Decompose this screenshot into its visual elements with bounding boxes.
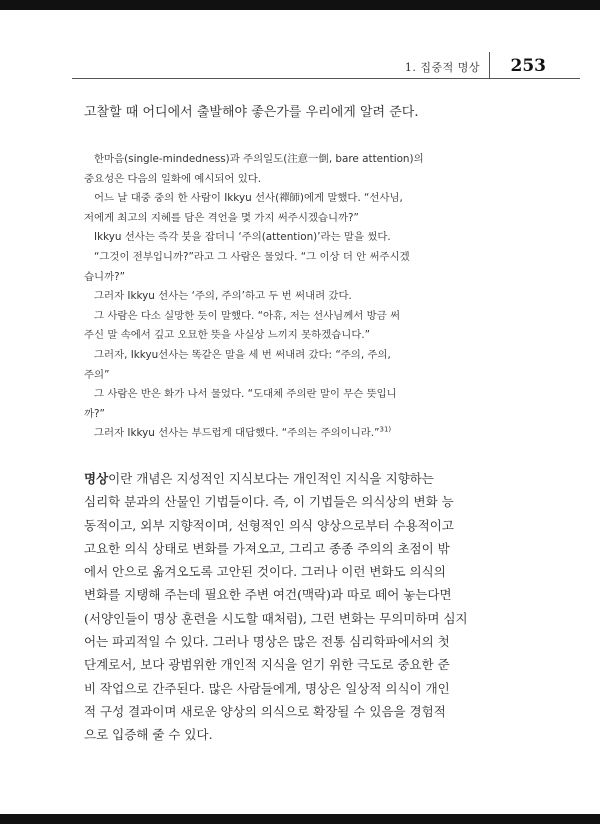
quote-line: 그러자 Ikkyu 선사는 ‘주의, 주의’하고 두 번 써내려 갔다. [94, 290, 352, 303]
term-meditation: 명상 [84, 471, 109, 486]
quoted-anecdote [84, 150, 456, 444]
body-line: 적 구성 결과이며 새로운 양상의 의식으로 확장될 수 있음을 경험적 [84, 703, 446, 719]
quote-line: Ikkyu 선사는 즉각 붓을 잡더니 ‘주의(attention)’라는 말을 썼다. [94, 231, 391, 244]
quote-line: 습니까?” [84, 270, 126, 283]
quote-text: 그러자 Ikkyu 선사는 부드럽게 대답했다. “주의는 주의이니라.” [94, 427, 380, 440]
body-line [84, 467, 534, 490]
bottom-border [0, 814, 600, 824]
quote-line: 주신 말 속에서 깊고 오묘한 뜻을 사실상 느끼지 못하겠습니다.” [84, 329, 371, 342]
quote-line: 그 사람은 반은 화가 나서 물었다. “도대체 주의란 말이 무슨 뜻입니 [94, 388, 397, 401]
body-line: 에서 안으로 옮겨오도록 고안된 것이다. 그러나 이런 변화도 의식의 [84, 564, 446, 580]
body-paragraph [84, 467, 534, 747]
footnote-marker: 31) [379, 425, 392, 434]
running-head: 1. 집중적 명상 [404, 61, 480, 74]
quote-line: 저에게 최고의 지혜를 담은 격언을 몇 가지 써주시겠습니까?” [84, 211, 359, 224]
body-line: 어는 파괴적일 수 있다. 그러나 명상은 많은 전통 심리학파에서의 첫 [84, 634, 450, 650]
quote-line: 한마음(single-mindedness)과 주의일도(注意一倒, bare attention)의 [94, 153, 424, 165]
quote-line: 중요성은 다음의 일화에 예시되어 있다. [84, 172, 262, 185]
body-line: 심리학 분과의 산물인 기법들이다. 즉, 이 기법들은 의식상의 변화 능 [84, 494, 454, 510]
body-line: 고요한 의식 상태로 변화를 가져오고, 그리고 종종 주의의 초점이 밖 [84, 540, 450, 556]
body-line: 단계로서, 보다 광범위한 개인적 지식을 얻기 위한 극도로 중요한 준 [84, 657, 450, 673]
quote-line: 그 사람은 다소 실망한 듯이 말했다. “아휴, 저는 선사님께서 방금 써 [94, 309, 400, 322]
quote-line: “그것이 전부입니까?”라고 그 사람은 물었다. “그 이상 더 안 써주시겠 [94, 250, 410, 263]
quote-line: 어느 날 대중 중의 한 사람이 Ikkyu 선사(禪師)에게 말했다. “선사님, [94, 192, 403, 205]
header-divider [489, 52, 490, 78]
page-header [72, 52, 580, 79]
top-border [0, 0, 600, 10]
body-line: 동적이고, 외부 지향적이며, 선형적인 의식 양상으로부터 수용적이고 [84, 517, 454, 533]
page-number: 253 [510, 56, 546, 76]
quote-line-last [84, 424, 456, 444]
lead-paragraph: 고찰할 때 어디에서 출발해야 좋은가를 우리에게 알려 준다. [84, 105, 419, 120]
body-line-text: 이란 개념은 지성적인 지식보다는 개인적인 지식을 지향하는 [108, 471, 434, 486]
body-line: 으로 입증해 줄 수 있다. [84, 727, 213, 743]
quote-line: 주의” [84, 368, 110, 381]
body-line: 비 작업으로 간주된다. 많은 사람들에게, 명상은 일상적 의식이 개인 [84, 680, 450, 696]
body-line: 변화를 지탱해 주는데 필요한 주변 여건(맥락)과 따로 떼어 놓는다면 [84, 587, 452, 603]
body-line: (서양인들이 명상 훈련을 시도할 때처럼), 그런 변화는 무의미하며 심지 [84, 610, 468, 626]
quote-line: 그러자, Ikkyu선사는 똑같은 말을 세 번 써내려 갔다: “주의, 주의, [94, 348, 391, 361]
quote-line: 까?” [84, 407, 105, 420]
